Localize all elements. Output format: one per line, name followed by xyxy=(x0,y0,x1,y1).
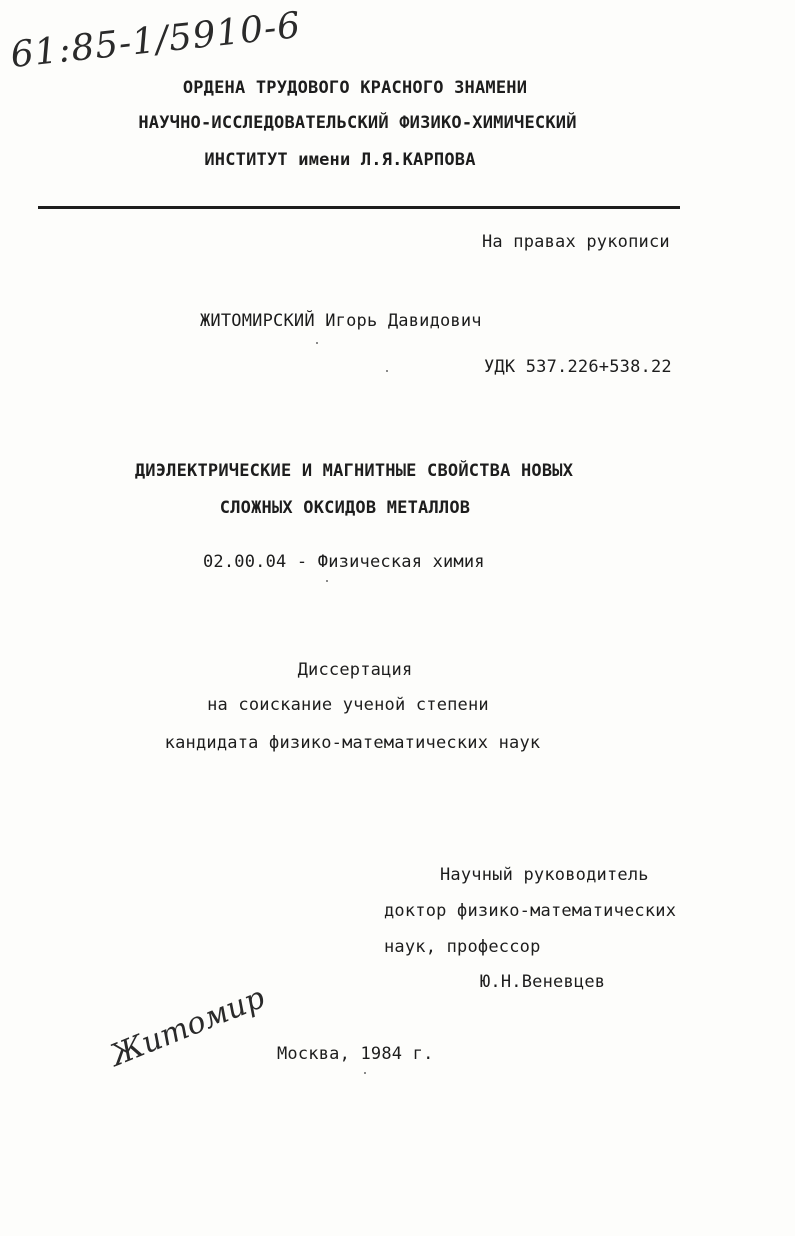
dissertation-line-1: Диссертация xyxy=(297,660,413,680)
udk-code: УДК 537.226+538.22 xyxy=(484,357,672,377)
dissertation-line-2: на соискание ученой степени xyxy=(207,695,489,715)
supervisor-label: Научный руководитель xyxy=(440,865,649,885)
institute-line-1: ОРДЕНА ТРУДОВОГО КРАСНОГО ЗНАМЕНИ xyxy=(182,78,528,98)
institute-line-2: НАУЧНО-ИССЛЕДОВАТЕЛЬСКИЙ ФИЗИКО-ХИМИЧЕСКИЙ xyxy=(138,113,577,133)
thesis-title-line-1: ДИЭЛЕКТРИЧЕСКИЕ И МАГНИТНЫЕ СВОЙСТВА НОВЫХ xyxy=(134,461,574,481)
scan-speck xyxy=(316,342,318,344)
author-name: ЖИТОМИРСКИЙ Игорь Давидович xyxy=(200,311,482,331)
scan-speck xyxy=(326,580,328,582)
specialty-code: 02.00.04 - Физическая химия xyxy=(203,552,485,572)
supervisor-degree: доктор физико-математических xyxy=(384,901,677,921)
rights-note: На правах рукописи xyxy=(482,232,670,252)
institute-line-3: ИНСТИТУТ имени Л.Я.КАРПОВА xyxy=(204,150,476,170)
archive-mark: 61:85-1/5910-6 xyxy=(8,4,303,77)
thesis-title-line-2: СЛОЖНЫХ ОКСИДОВ МЕТАЛЛОВ xyxy=(219,498,471,518)
scan-speck xyxy=(386,370,388,372)
supervisor-title: наук, профессор xyxy=(384,937,541,957)
place-and-year: Москва, 1984 г. xyxy=(277,1044,434,1064)
dissertation-line-3: кандидата физико-математических наук xyxy=(164,733,541,753)
scan-speck xyxy=(364,1072,366,1074)
supervisor-name: Ю.Н.Веневцев xyxy=(480,972,606,992)
handwritten-signature: Житомир xyxy=(105,980,270,1074)
header-divider xyxy=(38,206,680,209)
